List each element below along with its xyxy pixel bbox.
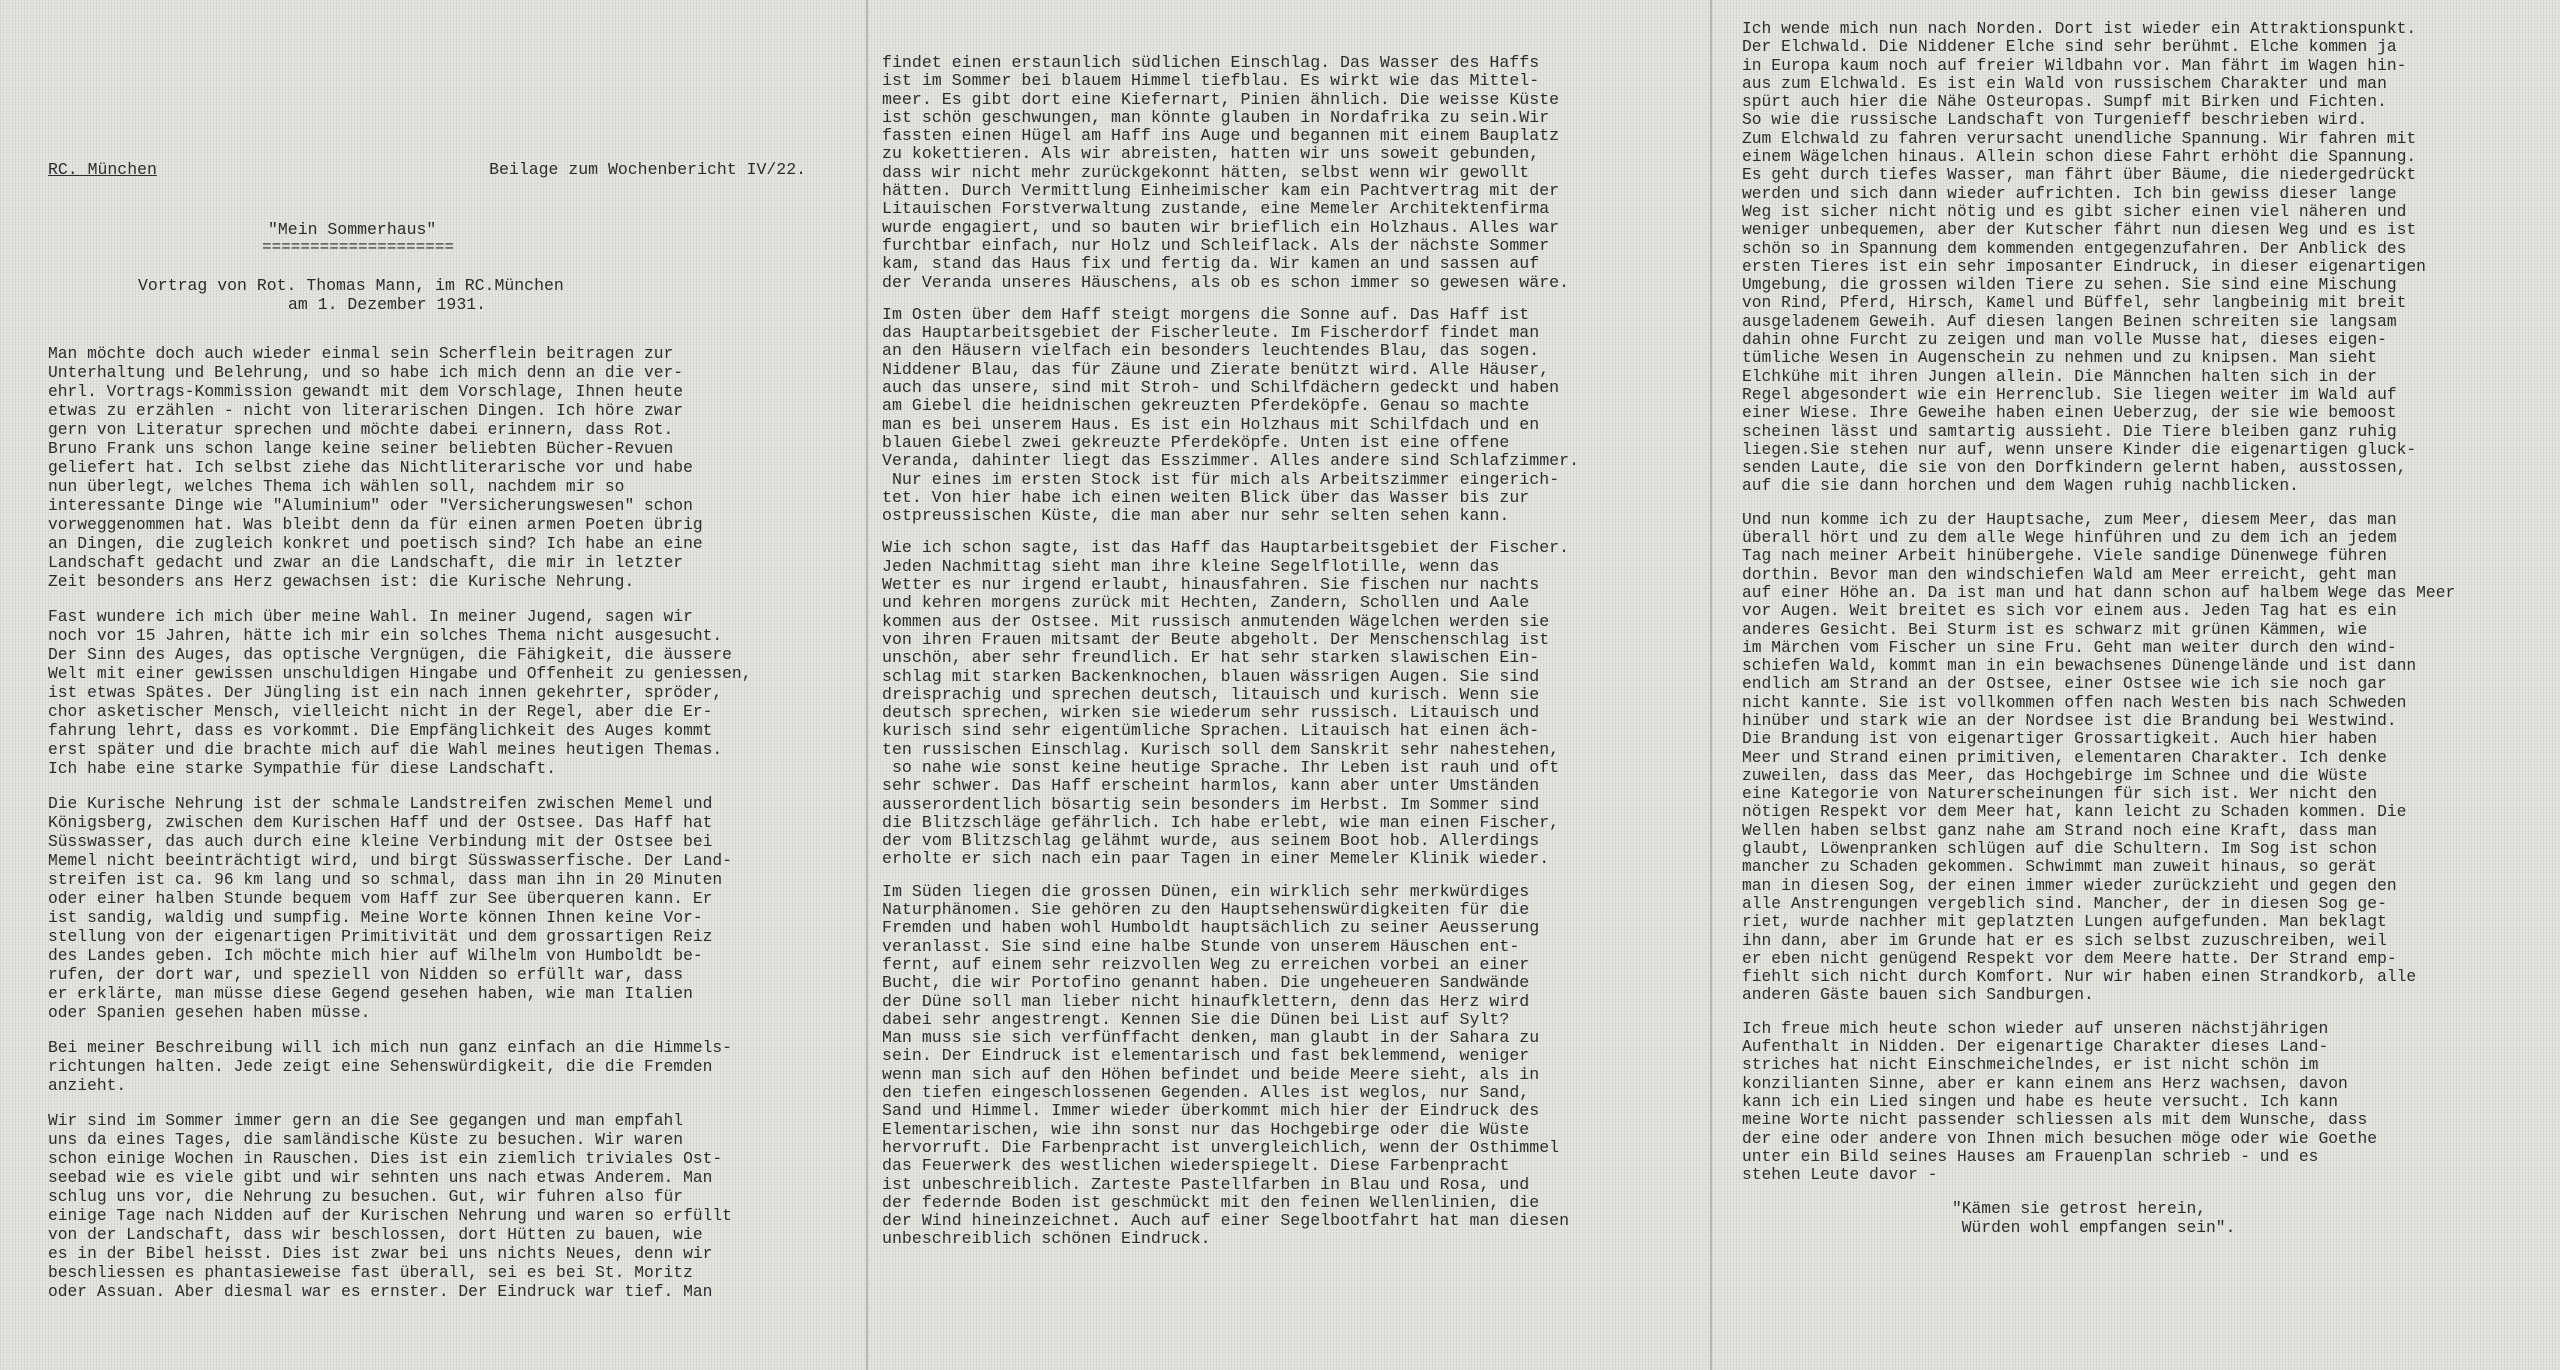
paragraph: Die Kurische Nehrung ist der schmale Landstreifen zwischen Memel und Königsberg, zwischen dem Kurischen Haff und der Ostsee. Das Haff hat Süsswasser, das auch durch eine kleine Verbindung mit der Ostsee bei Memel nicht beeinträchtigt wird, und birgt Süsswasserfische. Der Land- streifen ist ca. 96 km lang und so schmal, dass man ihn in 20 Minuten oder einer halben Stunde bequem vom Haff zur See überqueren kann. Er ist sandig, waldig und sumpfig. Meine Worte können Ihnen keine Vor- stellung von der eigenartigen Primitivität und dem grossartigen Reiz des Landes geben. Ich möchte mich hier auf Wilhelm von Humboldt be- rufen, der dort war, und speziell von Nidden so erfüllt war, dass er erklärte, man müsse diese Gegend gesehen haben, wie man Italien oder Spanien gesehen haben müsse.	[48, 794, 732, 1022]
document-title: "Mein Sommerhaus"	[268, 220, 437, 239]
page-column-2	[866, 0, 1710, 1370]
paragraph: Man möchte doch auch wieder einmal sein Scherflein beitragen zur Unterhaltung und Belehrung, und so habe ich mich denn an die ver- ehrl. Vortrags-Kommission gewandt mit dem Vorschlage, Ihnen heute etwas zu erzählen - nicht von literarischen Dingen. Ich höre zwar gern von Literatur sprechen und möchte dabei erinnern, dass Rot. Bruno Frank uns schon lange keine seiner beliebten Bücher-Revuen geliefert hat. Ich selbst ziehe das Nichtliterarische vor und habe nun überlegt, welches Thema ich wählen soll, nachdem mir so interessante Dinge wie "Aluminium" oder "Versicherungswesen" schon vorweggenommen hat. Was bleibt denn da für einen armen Poeten übrig an Dingen, die zugleich konkret und poetisch sind? Ich habe an eine Landschaft gedacht und zwar an die Landschaft, die mir in letzter Zeit besonders ans Herz gewachsen ist: die Kurische Nehrung.	[48, 344, 703, 591]
paragraph: Fast wundere ich mich über meine Wahl. In meiner Jugend, sagen wir noch vor 15 Jahren, hätte ich mir ein solches Thema nicht ausgesucht. Der Sinn des Auges, das optische Vergnügen, die Fähigkeit, die äussere Welt mit einer gewissen unschuldigen Hingabe und Offenheit zu geniessen, ist etwas Spätes. Der Jüngling ist ein nach innen gekehrter, spröder, chor asketischer Mensch, vielleicht nicht in der Regel, aber die Er- fahrung lehrt, dass es vorkommt. Die Empfänglichkeit des Auges kommt erst später und die brachte mich auf die Wahl meines heutigen Themas. Ich habe eine starke Sympathie für diese Landschaft.	[48, 607, 752, 778]
paragraph: findet einen erstaunlich südlichen Einschlag. Das Wasser des Haffs ist im Sommer bei blauem Himmel tiefblau. Es wirkt wie das Mittel- meer. Es gibt dort eine Kiefernart, Pinien ähnlich. Die weisse Küste ist schön geschwungen, man könnte glauben in Nordafrika zu sein.Wir fassten einen Hügel am Haff ins Auge und begannen mit einem Bauplatz zu kokettieren. Als wir abreisten, hatten wir uns soweit gebunden, dass wir nicht mehr zurückgekonnt hätten, selbst wenn wir gewollt hätten. Durch Vermittlung Einheimischer kam ein Pachtvertrag mit der Litauischen Forstverwaltung zustande, eine Memeler Architektenfirma wurde engagiert, und so bauten wir brieflich ein Holzhaus. Alles war furchtbar einfach, nur Holz und Schleiflack. Als der nächste Sommer kam, stand das Haus fix und fertig da. Wir kamen an und sassen auf der Veranda unseres Häuschens, als ob es schon immer so gewesen wäre.	[882, 53, 1570, 292]
paragraph: Ich freue mich heute schon wieder auf unseren nächstjährigen Aufenthalt in Nidden. Der eigenartige Charakter dieses Land- striches hat nicht Einschmeichelndes, er ist nicht schön im konzilianten Sinne, aber er kann einem ans Herz wachsen, davon kann ich ein Lied singen und habe es heute versucht. Ich kann meine Worte nicht passender schliessen als mit dem Wunsche, dass der eine oder andere von Ihnen mich besuchen möge oder wie Goethe unter ein Bild seines Hauses am Frauenplan schrieb - und es stehen Leute davor -	[1742, 1018, 2378, 1185]
paragraph: Ich wende mich nun nach Norden. Dort ist wieder ein Attraktionspunkt. Der Elchwald. Die Niddener Elche sind sehr berühmt. Elche kommen ja in Europa kaum noch auf freier Wildbahn vor. Man fährt im Wagen hin- aus zum Elchwald. Es ist ein Wald von russischem Charakter und man spürt auch hier die Nähe Osteuropas. Sumpf mit Birken und Fichten. So wie die russische Landschaft von Turgenieff beschrieben wird. Zum Elchwald zu fahren verursacht unendliche Spannung. Wir fahren mit einem Wägelchen hinaus. Allein schon diese Fahrt erhöht die Spannung. Es geht durch tiefes Wasser, man fährt über Bäume, die niedergedrückt werden und sich dann wieder aufrichten. Ich bin gewiss dieser lange Weg ist sicher nicht nötig und es gibt sicher einen viel näheren und weniger unbequemen, aber der Kutscher fährt nun diesen Weg und es ist schön so in Spannung dem kommenden entgegenzufahren. Der Anblick des ersten Tieres ist ein sehr imposanter Eindruck, in dieser eigenartigen Umgebung, die grossen wilden Tiere zu sehen. Sie sind eine Mischung von Rind, Pferd, Hirsch, Kamel und Büffel, sehr langbeinig mit breit ausgeladenem Geweih. Auf diesen langen Beinen schreiten sie langsam dahin ohne Furcht zu zeigen und man volle Musse hat, dieses eigen- tümliche Wesen in Augenschein zu nehmen und zu knipsen. Man sieht Elchkühe mit ihren Jungen allein. Die Männchen halten sich in der Regel abgesondert wie ein Herrenclub. Sie liegen weiter im Wald auf einer Wiese. Ihre Geweihe haben einen Ueberzug, der sie wie bemoost scheinen lässt und samtartig aussieht. Die Tiere bleiben ganz ruhig liegen.Sie stehen nur auf, wenn unsere Kinder die eigenartigen gluck- senden Laute, die sie von den Dorfkindern gelernt haben, ausstossen, auf die sie dann horchen und dem Wagen ruhig nachblicken.	[1742, 19, 2426, 496]
byline-speaker: Vortrag von Rot. Thomas Mann, im RC.München	[138, 276, 564, 295]
paragraph: Im Süden liegen die grossen Dünen, ein wirklich sehr merkwürdiges Naturphänomen. Sie gehören zu den Hauptsehenswürdigkeiten für die Fremden und haben wohl Humboldt hauptsächlich zu seiner Aeusserung veranlasst. Sie sind eine halbe Stunde von unserem Häuschen ent- fernt, auf einem sehr reizvollen Weg zu erreichen vorbei an einer Bucht, die wir Portofino genannt haben. Die ungeheueren Sandwände der Düne soll man lieber nicht hinaufklettern, denn das Herz wird dabei sehr angestrengt. Kennen Sie die Dünen bei List auf Sylt? Man muss sie sich verfünffacht denken, man glaubt in der Sahara zu sein. Der Eindruck ist elementarisch und fast beklemmend, weniger wenn man sich auf den Höhen befindet und beide Meere sieht, als in den tiefen eingeschlossenen Gegenden. Alles ist weglos, nur Sand, Sand und Himmel. Immer wieder überkommt mich hier der Eindruck des Elementarischen, wie ihn sonst nur das Hochgebirge oder die Wüste hervorruft. Die Farbenpracht ist unvergleichlich, wenn der Osthimmel das Feuerwerk des westlichen wiederspiegelt. Diese Farbenpracht ist unbeschreiblich. Zarteste Pastellfarben in Blau und Rosa, und der federnde Boden ist geschmückt mit den feinen Wellenlinien, die der Wind hineinzeichnet. Auch auf einer Segelbootfahrt hat man diesen unbeschreiblich schönen Eindruck.	[882, 881, 1570, 1249]
byline-date: am 1. Dezember 1931.	[288, 295, 487, 314]
header-club: RC. München	[48, 160, 157, 179]
page-column-3	[1710, 0, 2560, 1370]
paragraph: Wir sind im Sommer immer gern an die See gegangen und man empfahl uns da eines Tages, die samländische Küste zu besuchen. Wir waren schon einige Wochen in Rauschen. Dies ist ein ziemlich triviales Ost- seebad wie es viele gibt und wir sehnten uns nach etwas Anderem. Man schlug uns vor, die Nehrung zu besuchen. Gut, wir fuhren also für einige Tage nach Nidden auf der Kurischen Nehrung und waren so erfüllt von der Landschaft, dass wir beschlossen, dort Hütten zu bauen, wie es in der Bibel heisst. Dies ist zwar bei uns nichts Neues, denn wir beschliessen es phantasieweise fast überall, sei es bei St. Moritz oder Assuan. Aber diesmal war es ernster. Der Eindruck war tief. Man	[48, 1111, 732, 1301]
paragraph: Bei meiner Beschreibung will ich mich nun ganz einfach an die Himmels- richtungen halten. Jede zeigt eine Sehenswürdigkeit, die die Fremden anzieht.	[48, 1038, 732, 1095]
closing-quote: "Kämen sie getrost herein, Würden wohl empfangen sein".	[1952, 1199, 2236, 1238]
paragraph: Und nun komme ich zu der Hauptsache, zum Meer, diesem Meer, das man überall hört und zu dem alle Wege hinführen und zu dem ich an jedem Tag nach meiner Arbeit hinübergehe. Viele sandige Dünenwege führen dorthin. Bevor man den windschiefen Wald am Meer erreicht, geht man auf einer Höhe an. Da ist man und hat dann schon auf halbem Wege das Meer vor Augen. Weit breitet es sich vor einem aus. Jeden Tag hat es ein anderes Gesicht. Bei Sturm ist es schwarz mit grünen Kämmen, wie im Märchen vom Fischer un sine Fru. Geht man weiter durch den wind- schiefen Wald, kommt man in ein bewachsenes Dünengelände und ist dann endlich am Strand an der Ostsee, einer Ostsee wie ich sie noch gar nicht kannte. Sie ist vollkommen offen nach Westen bis nach Schweden hinüber und stark wie an der Nordsee ist die Brandung bei Westwind. Die Brandung ist von eigenartiger Grossartigkeit. Auch hier haben Meer und Strand einen primitiven, elementaren Charakter. Ich denke zuweilen, dass das Meer, das Hochgebirge im Schnee und die Wüste eine Kategorie von Naturerscheinungen für sich ist. Wer nicht den nötigen Respekt vor dem Meer hat, kann leicht zu Schaden kommen. Die Wellen haben selbst ganz nahe am Strand noch eine Kraft, dass man glaubt, Löwenpranken schlügen auf die Schultern. Im Sog ist schon mancher zu Schaden gekommen. Schwimmt man zuweit hinaus, so gerät man in diesen Sog, der einen immer wieder zurückzieht und gegen den alle Anstrengungen vergeblich sind. Mancher, der in diesen Sog ge- riet, wurde nachher mit geplatzten Lungen aufgefunden. Man beklagt ihn dann, aber im Grunde hat er es sich selbst zuzuschreiben, weil er eben nicht genügend Respekt vor dem Meere hatte. Der Strand emp- fiehlt sich nicht durch Komfort. Nur wir haben einen Strandkorb, alle anderen Gäste bauen sich Sandburgen.	[1742, 509, 2456, 1005]
title-underline: ====================	[262, 238, 455, 256]
page-column-1	[0, 0, 880, 1370]
document-header	[48, 160, 866, 180]
byline	[138, 276, 866, 314]
paragraph: Im Osten über dem Haff steigt morgens die Sonne auf. Das Haff ist das Hauptarbeitsgebiet der Fischerleute. Im Fischerdorf findet man an den Häusern vielfach ein besonders leuchtendes Blau, das sogen. Niddener Blau, das für Zäune und Zierate benützt wird. Alle Häuser, auch das unsere, sind mit Stroh- und Schilfdächern gedeckt und haben am Giebel die heidnischen gekreuzten Pferdeköpfe. Genau so machte man es bei unserem Haus. Es ist ein Holzhaus mit Schilfdach und en blauen Giebel zwei gekreuzte Pferdeköpfe. Unten ist eine offene Veranda, dahinter liegt das Esszimmer. Alles andere sind Schlafzimmer. Nur eines im ersten Stock ist für mich als Arbeitszimmer eingerich- tet. Von hier habe ich einen weiten Blick über das Wasser bis zur ostpreussischen Küste, die man aber nur sehr selten sehen kann.	[882, 304, 1580, 526]
paragraph: Wie ich schon sagte, ist das Haff das Hauptarbeitsgebiet der Fischer. Jeden Nachmittag sieht man ihre kleine Segelflotille, wenn das Wetter es nur irgend erlaubt, hinausfahren. Sie fischen nur nachts und kehren morgens zurück mit Hechten, Zandern, Schollen und Aale kommen aus der Ostsee. Mit russisch anmutenden Wägelchen werden sie von ihren Frauen mitsamt der Beute abgeholt. Der Menschenschlag ist unschön, aber sehr freundlich. Er hat sehr starken slawischen Ein- schlag mit starken Backenknochen, blauen wässrigen Augen. Sie sind dreisprachig und sprechen deutsch, litauisch und kurisch. Wenn sie deutsch sprechen, wirken sie wiederum sehr russisch. Litauisch und kurisch sind sehr eigentümliche Sprachen. Litauisch hat einen äch- ten russischen Einschlag. Kurisch soll dem Sanskrit sehr nahestehen, so nahe wie sonst keine heutige Sprache. Ihr Leben ist rauh und oft sehr schwer. Das Haff erscheint harmlos, kann aber unter Umständen ausserordentlich bösartig sein besonders im Herbst. Im Sommer sind die Blitzschläge gefährlich. Ich habe erlebt, wie man einen Fischer, der vom Blitzschlag gelähmt wurde, aus seinem Boot hob. Allerdings erholte er sich nach ein paar Tagen in einer Memeler Klinik wieder.	[882, 538, 1570, 869]
header-supplement: Beilage zum Wochenbericht IV/22.	[489, 160, 806, 179]
